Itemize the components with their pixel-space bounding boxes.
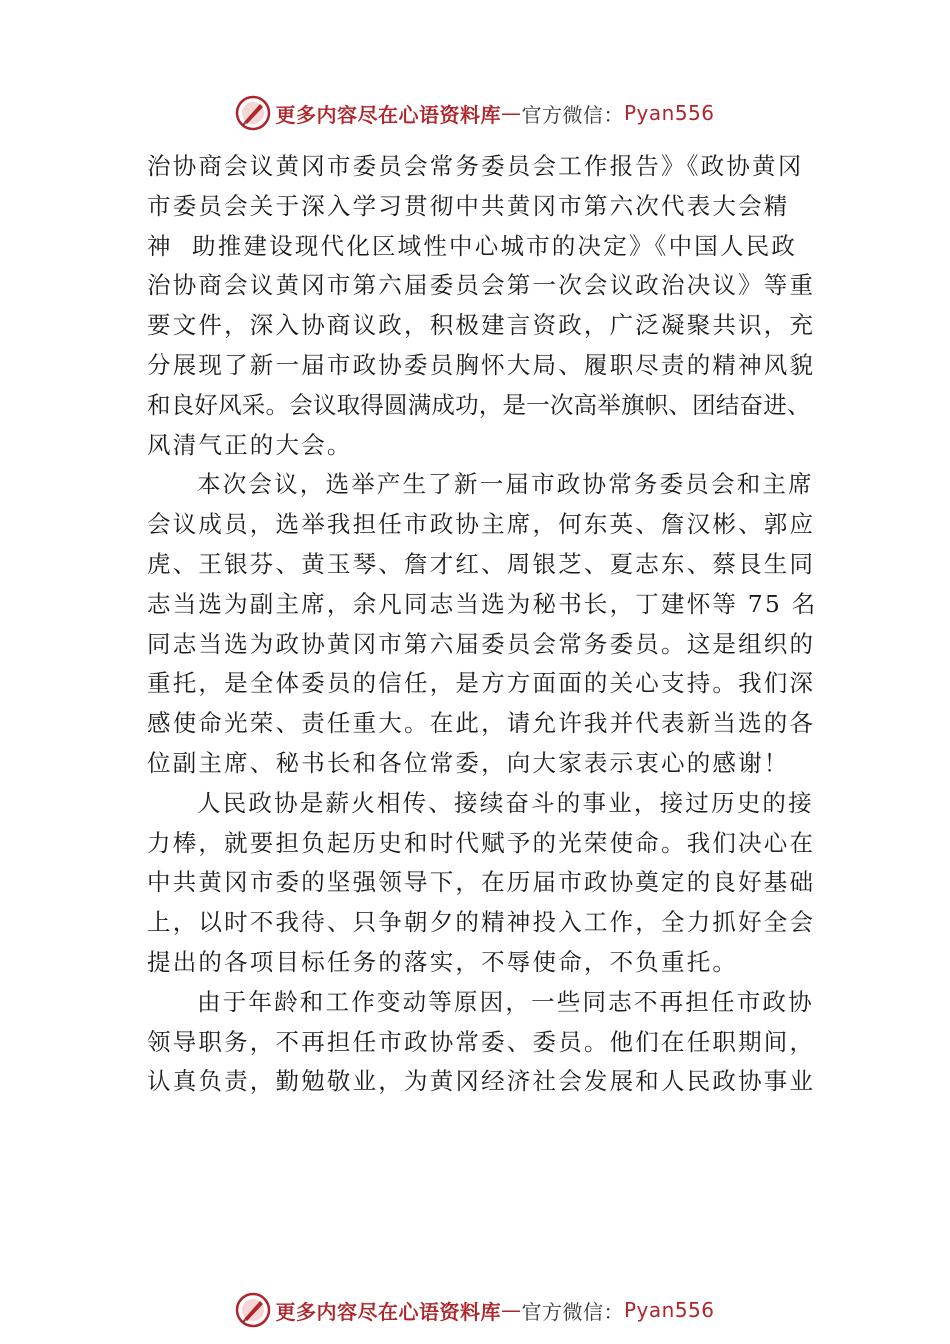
- paragraph-mission: [147, 784, 815, 983]
- text-line: 中共黄冈市委的坚强领导下，在历届市政协奠定的良好基础: [147, 868, 816, 897]
- text-line: 市委员会关于深入学习贯彻中共黄冈市第六次代表大会精: [147, 191, 790, 220]
- banner-wechat-id: Pyan556: [623, 1298, 715, 1322]
- text-line: 领导职务，不再担任市政协常委、委员。他们在任职期间，: [147, 1027, 816, 1056]
- header-banner: [0, 93, 950, 133]
- document-body: [147, 147, 818, 1102]
- text-line: 认真负责，勤勉敬业，为黄冈经济社会发展和人民政协事业: [147, 1067, 816, 1096]
- quill-pen-seal-icon: [235, 95, 271, 131]
- banner-dash: —: [500, 1298, 522, 1322]
- paragraph-continuation: [147, 147, 815, 465]
- banner-wechat-label: 官方微信：: [521, 102, 624, 127]
- text-line: 本次会议，选举产生了新一届市政协常务委员会和主席: [197, 470, 814, 499]
- text-line: 和良好风采。会议取得圆满成功，是一次高举旗帜、团结奋进、: [147, 390, 811, 419]
- banner-wechat-id: Pyan556: [623, 101, 715, 125]
- text-line: 力棒，就要担负起历史和时代赋予的光荣使命。我们决心在: [147, 828, 816, 857]
- banner-wechat-label: 官方微信：: [521, 1299, 624, 1324]
- paragraph-election: [147, 465, 818, 783]
- text-line: 由于年龄和工作变动等原因，一些同志不再担任市政协: [197, 987, 814, 1016]
- text-line: 感使命光荣、责任重大。在此，请允许我并代表新当选的各: [147, 709, 816, 738]
- text-line: 重托，是全体委员的信任，是方方面面的关心支持。我们深: [147, 669, 816, 698]
- text-line: 志当选为副主席，余凡同志当选为秘书长，丁建怀等 75 名: [147, 589, 818, 618]
- text-line: 治协商会议黄冈市委员会常务委员会工作报告》《政协黄冈: [147, 152, 804, 180]
- text-line: 同志当选为政协黄冈市第六届委员会常务委员。这是组织的: [147, 629, 816, 658]
- paragraph-departing: [147, 983, 815, 1102]
- quill-pen-seal-icon: [235, 1292, 271, 1328]
- banner-brand-text: 更多内容尽在心语资料库: [275, 1299, 501, 1324]
- text-line: 位副主席、秘书长和各位常委，向大家表示衷心的感谢！: [147, 748, 790, 777]
- banner-brand-text: 更多内容尽在心语资料库: [275, 102, 501, 127]
- text-line: 提出的各项目标任务的落实，不辱使命，不负重托。: [147, 947, 739, 976]
- text-line: 分展现了新一届市政协委员胸怀大局、履职尽责的精神风貌: [147, 350, 816, 379]
- text-line: 治协商会议黄冈市第六届委员会第一次会议政治决议》等重: [147, 271, 816, 300]
- text-line: 要文件，深入协商议政，积极建言资政，广泛凝聚共识，充: [147, 311, 816, 340]
- footer-banner: [0, 1290, 950, 1330]
- text-line: 会议成员，选举我担任市政协主席，何东英、詹汉彬、郭应: [147, 510, 816, 539]
- banner-dash: —: [500, 101, 522, 125]
- text-line: 人民政协是薪火相传、接续奋斗的事业，接过历史的接: [197, 788, 814, 817]
- text-line: 神 助推建设现代化区域性中心城市的决定》《中国人民政: [147, 231, 798, 260]
- text-line: 上，以时不我待、只争朝夕的精神投入工作，全力抓好全会: [147, 908, 816, 937]
- text-line: 风清气正的大会。: [147, 430, 353, 459]
- text-line: 虎、王银芬、黄玉琴、詹才红、周银芝、夏志东、蔡艮生同: [147, 549, 816, 578]
